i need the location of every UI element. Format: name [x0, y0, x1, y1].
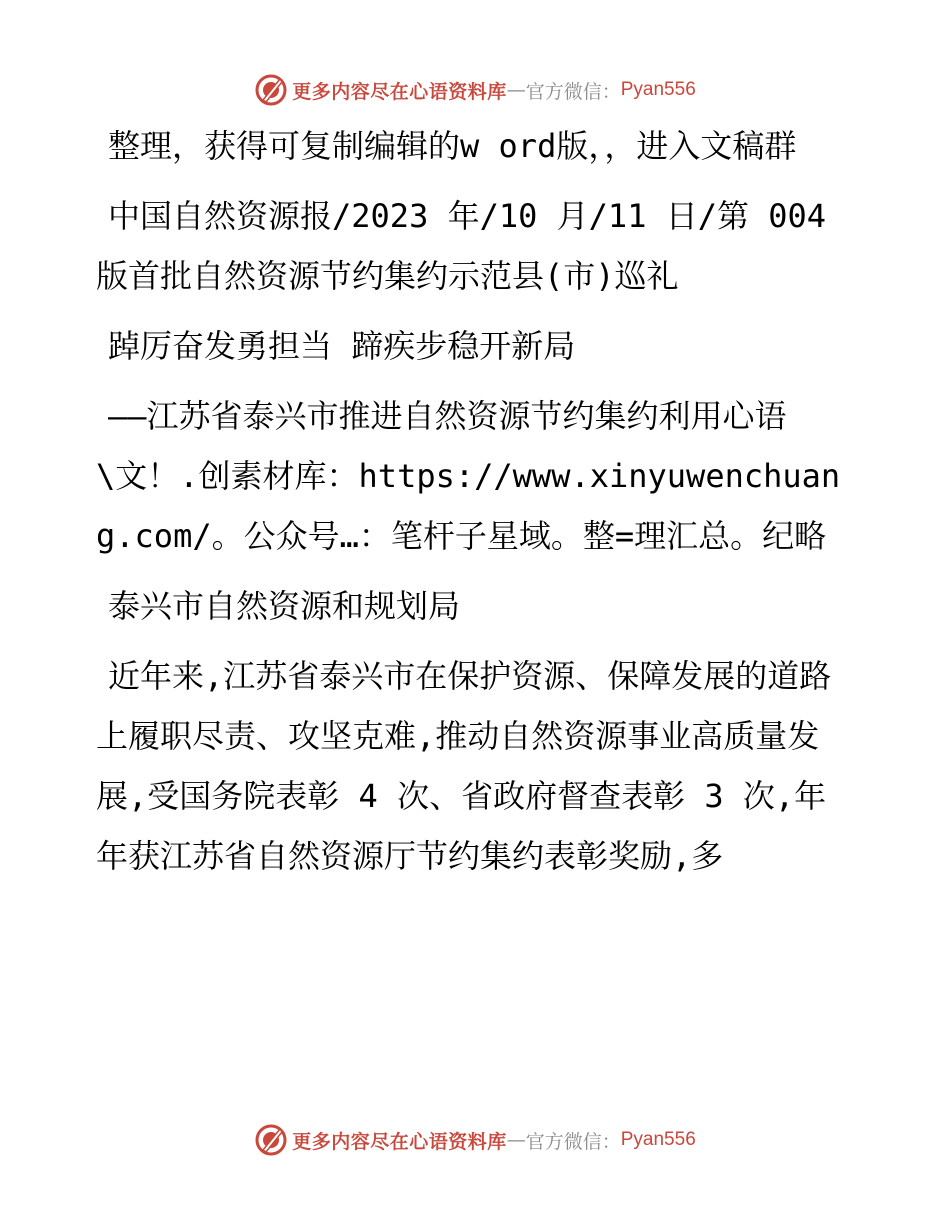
paragraph-notice: 整理，获得可复制编辑的w ord版，，进入文稿群	[108, 127, 797, 165]
watermark-dash: —	[506, 1129, 526, 1151]
quill-seal-icon	[254, 1123, 288, 1157]
watermark-official-label: 官方微信：	[525, 80, 621, 103]
watermark-dash: —	[506, 79, 526, 101]
watermark-official-label: 官方微信：	[525, 1130, 621, 1153]
watermark-brand-text: 更多内容尽在心语资料库	[292, 80, 507, 103]
article-author: 泰兴市自然资源和规划局	[108, 587, 461, 625]
paragraph-source: 中国自然资源报/2023 年/10 月/11 日/第 004 版首批自然资源节约集约示范县(市)巡礼	[96, 197, 827, 295]
header-watermark	[0, 70, 950, 110]
watermark-account: Pyan556	[620, 79, 696, 100]
watermark-account: Pyan556	[620, 1129, 696, 1150]
document-body	[96, 116, 856, 896]
quill-seal-icon	[254, 73, 288, 107]
article-subtitle: ——江苏省泰兴市推进自然资源节约集约利用心语\文！.创素材库：https://www.xinyuwenchuang.com/。公众号…：笔杆子星域。整=理汇总。纪略	[96, 397, 841, 555]
footer-watermark	[0, 1120, 950, 1160]
paragraph-body: 近年来,江苏省泰兴市在保护资源、保障发展的道路上履职尽责、攻坚克难,推动自然资源事业高质量发展,受国务院表彰 4 次、省政府督查表彰 3 次,年年获江苏省自然资源厅节约集约表彰奖励,多	[96, 657, 832, 875]
watermark-brand-text: 更多内容尽在心语资料库	[292, 1130, 507, 1153]
article-title: 踔厉奋发勇担当 蹄疾步稳开新局	[108, 327, 576, 365]
